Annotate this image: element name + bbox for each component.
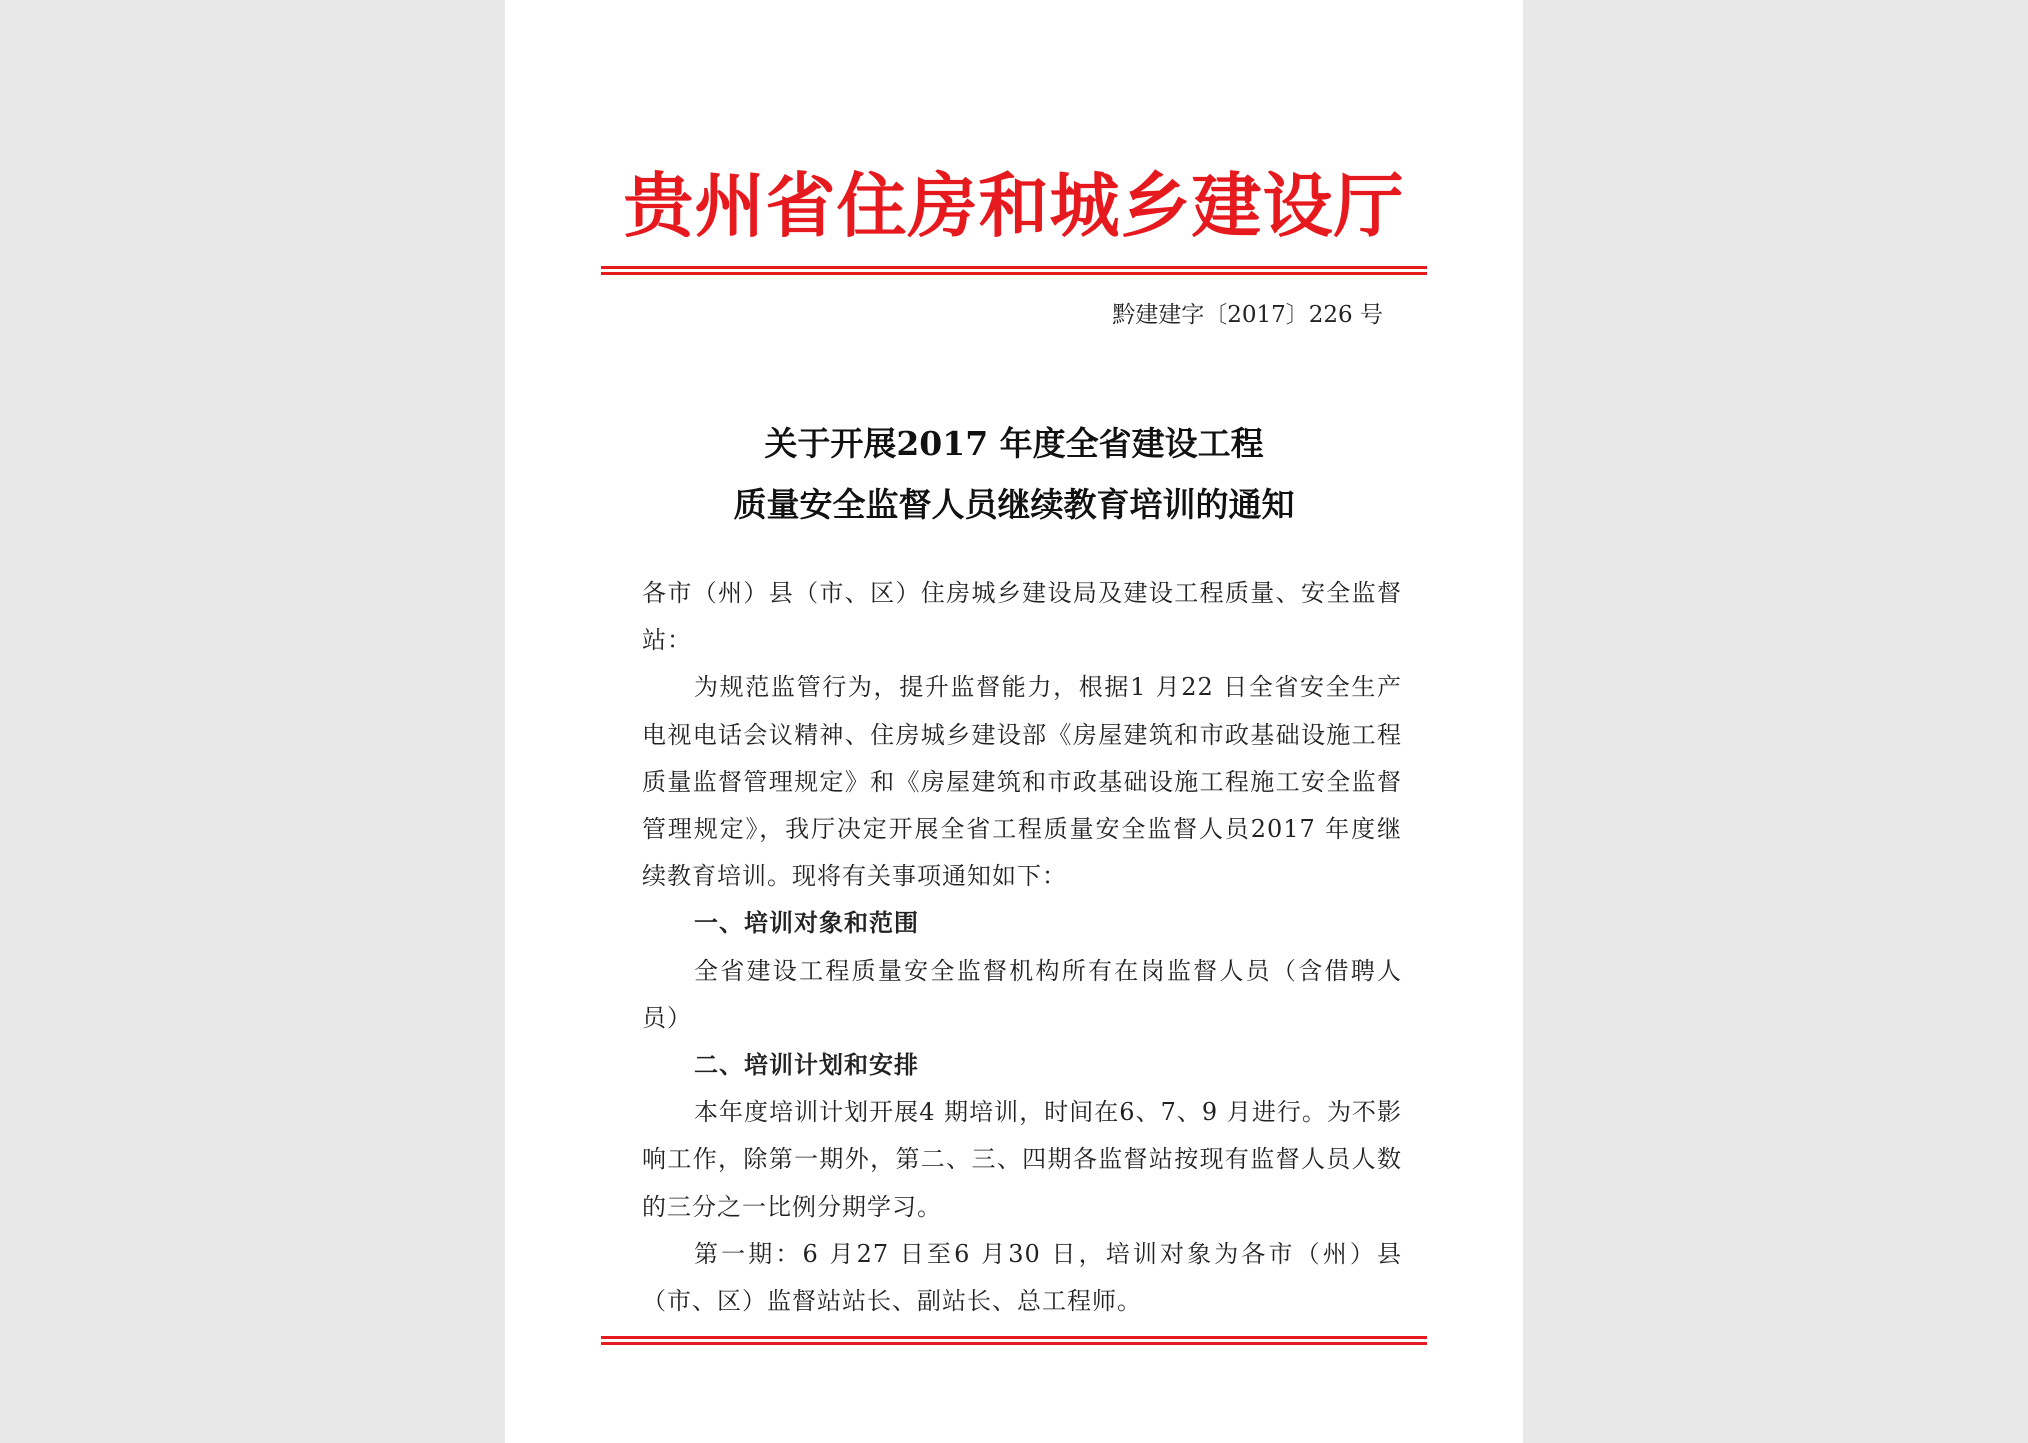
period-1-paragraph: 第一期：6 月27 日至6 月30 日，培训对象为各市（州）县（市、区）监督站站长、副站长、总工程师。 <box>642 1239 1402 1316</box>
document-number: 黔建建字〔2017〕226 号 <box>1112 302 1383 328</box>
section-1-paragraph: 全省建设工程质量安全监督机构所有在岗监督人员（含借聘人员） <box>642 956 1402 1032</box>
salutation: 各市（州）县（市、区）住房城乡建设局及建设工程质量、安全监督站： <box>642 579 1402 655</box>
section-1-heading: 一、培训对象和范围 <box>694 909 919 938</box>
header-red-rule <box>601 266 1427 275</box>
footer-red-rule <box>601 1336 1427 1345</box>
notice-body <box>642 570 1402 1325</box>
notice-title-line-1: 关于开展2017 年度全省建设工程 <box>764 424 1264 463</box>
intro-paragraph: 为规范监管行为，提升监督能力，根据1 月22 日全省安全生产电视电话会议精神、住房城乡建设部《房屋建筑和市政基础设施工程质量监督管理规定》和《房屋建筑和市政基础设施工程施工安全监督管理规定》，我厅决定开展全省工程质量安全监督人员2017 年度继续教育培训。现将有关事项通知如下： <box>642 673 1402 891</box>
section-2-paragraph: 本年度培训计划开展4 期培训，时间在6、7、9 月进行。为不影响工作，除第一期外，第二、三、四期各监督站按现有监督人员人数的三分之一比例分期学习。 <box>642 1098 1402 1221</box>
agency-header: 贵州省住房和城乡建设厅 <box>623 164 1405 247</box>
document-page <box>505 0 1523 1443</box>
section-2-heading: 二、培训计划和安排 <box>694 1051 919 1080</box>
notice-title-line-2: 质量安全监督人员继续教育培训的通知 <box>733 485 1295 524</box>
